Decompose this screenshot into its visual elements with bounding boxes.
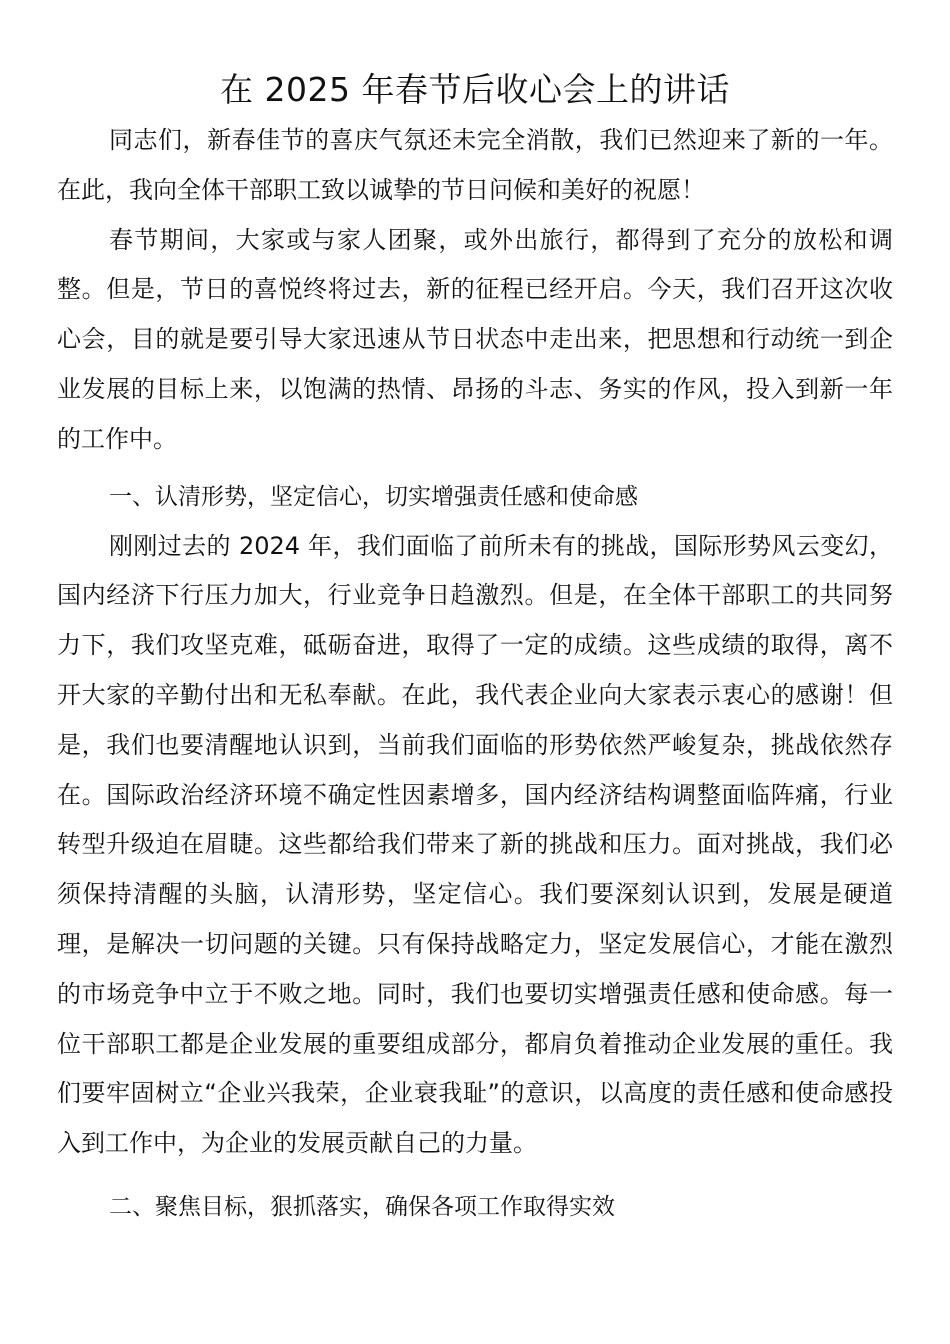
section-heading-2: 二、聚焦目标，狠抓落实，确保各项工作取得实效 bbox=[109, 1193, 615, 1220]
document-title: 在 2025 年春节后收心会上的讲话 bbox=[220, 70, 730, 109]
section-heading-1: 一、认清形势，坚定信心，切实增强责任感和使命感 bbox=[109, 483, 638, 510]
paragraph-section-1: 刚刚过去的 2024 年，我们面临了前所未有的挑战，国际形势风云变幻，国内经济下行压力加大，行业竞争日趋激烈。但是，在全体干部职工的共同努力下，我们攻坚克难，砥砺奋进，取得了一定的成绩。这些成绩的取得，离不开大家的辛勤付出和无私奉献。在此，我代表企业向大家表示衷心的感谢！但是，我们也要清醒地认识到，当前我们面临的形势依然严峻复杂，挑战依然存在。国际政治经济环境不确定性因素增多，国内经济结构调整面临阵痛，行业转型升级迫在眉睫。这些都给我们带来了新的挑战和压力。面对挑战，我们必须保持清醒的头脑，认清形势，坚定信心。我们要深刻认识到，发展是硬道理，是解决一切问题的关键。只有保持战略定力，坚定发展信心，才能在激烈的市场竞争中立于不败之地。同时，我们也要切实增强责任感和使命感。每一位干部职工都是企业发展的重要组成部分，都肩负着推动企业发展的重任。我们要牢固树立“企业兴我荣，企业衰我耻”的意识，以高度的责任感和使命感投入到工作中，为企业的发展贡献自己的力量。 bbox=[57, 531, 893, 1158]
paragraph-intro: 春节期间，大家或与家人团聚，或外出旅行，都得到了充分的放松和调整。但是，节日的喜悦终将过去，新的征程已经开启。今天，我们召开这次收心会，目的就是要引导大家迅速从节日状态中走出来，把思想和行动统一到企业发展的目标上来，以饱满的热情、昂扬的斗志、务实的作风，投入到新一年的工作中。 bbox=[57, 225, 893, 453]
document-page bbox=[57, 64, 893, 1232]
paragraph-greeting: 同志们，新春佳节的喜庆气氛还未完全消散，我们已然迎来了新的一年。在此，我向全体干部职工致以诚挚的节日问候和美好的祝愿！ bbox=[57, 126, 893, 204]
